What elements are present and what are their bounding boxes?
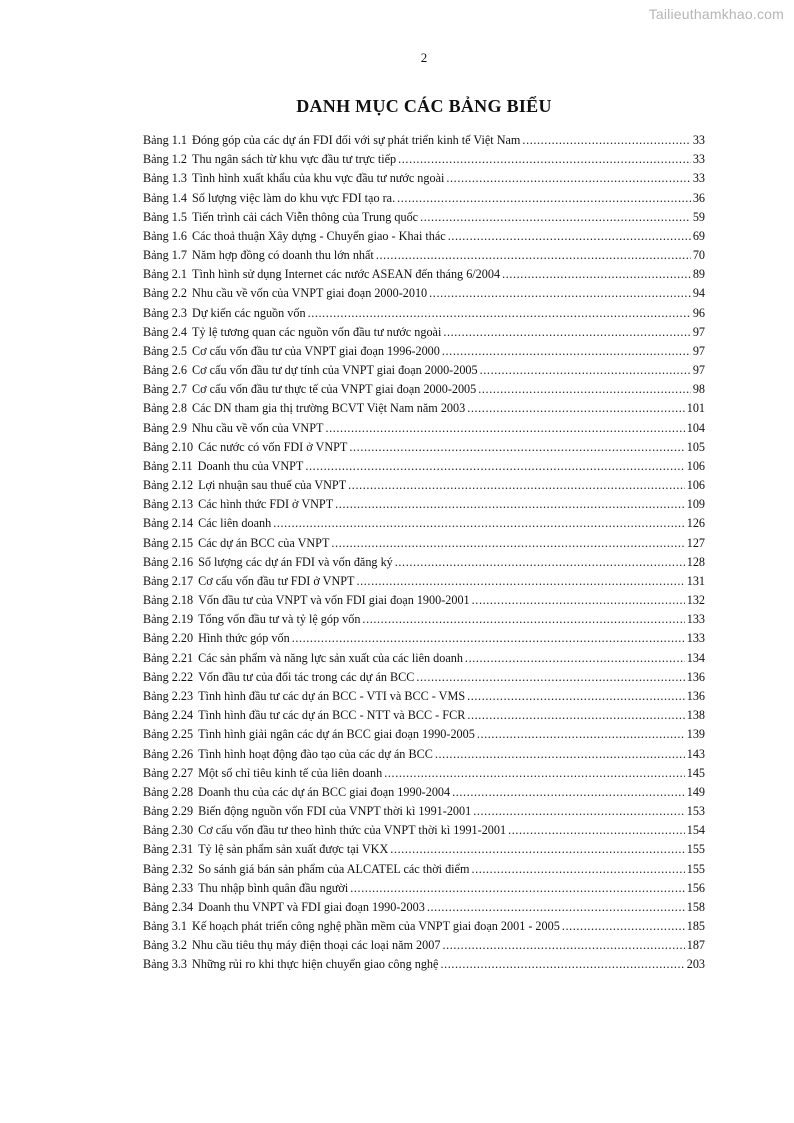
dot-leader (416, 670, 684, 685)
page-number: 2 (420, 50, 428, 65)
toc-entry-page: 155 (686, 861, 705, 876)
toc-entry-title: Các sản phẩm và năng lực sản xuất của các liên doanh (198, 650, 463, 665)
toc-entry-number: Bảng 2.6 (143, 363, 188, 378)
toc-entry-title: Nhu cầu về vốn của VNPT (192, 420, 324, 435)
toc-entry-number: Bảng 2.29 (143, 804, 194, 819)
toc-entry-page: 97 (692, 343, 705, 358)
toc-entry-number: Bảng 1.2 (143, 152, 188, 167)
toc-entry-page: 33 (692, 152, 705, 167)
toc-entry-number: Bảng 2.3 (143, 305, 188, 320)
toc-entry-title: Doanh thu VNPT và FDI giai đoạn 1990-2003 (198, 899, 425, 914)
toc-entry[interactable] (143, 881, 705, 900)
toc-entry[interactable] (143, 210, 705, 229)
toc-entry-page: 97 (692, 363, 705, 378)
toc-entry-number: Bảng 1.3 (143, 171, 188, 186)
toc-entry-page: 136 (686, 688, 705, 703)
toc-entry-title: Tình hình đầu tư các dự án BCC - VTI và BCC - VMS (198, 688, 466, 703)
dot-leader (420, 210, 691, 225)
toc-entry-title: Doanh thu của VNPT (197, 458, 304, 473)
toc-entry-title: Dự kiến các nguồn vốn (192, 305, 306, 320)
toc-entry[interactable] (143, 593, 705, 612)
dot-leader (472, 593, 685, 608)
toc-entry-number: Bảng 2.13 (143, 497, 194, 512)
toc-entry-title: Một số chỉ tiêu kinh tế của liên doanh (198, 765, 383, 780)
toc-entry-number: Bảng 2.32 (143, 861, 194, 876)
toc-entry[interactable] (143, 785, 705, 804)
toc-entry-title: Doanh thu của các dự án BCC giai đoạn 1990-2004 (198, 784, 451, 799)
toc-entry-number: Bảng 2.5 (143, 343, 188, 358)
toc-entry-number: Bảng 3.2 (143, 938, 188, 953)
toc-entry[interactable] (143, 957, 705, 976)
toc-entry-number: Bảng 3.3 (143, 957, 188, 972)
toc-entry[interactable] (143, 842, 705, 861)
toc-entry-number: Bảng 2.16 (143, 554, 194, 569)
dot-leader (452, 785, 685, 800)
toc-entry-page: 136 (686, 669, 705, 684)
toc-entry[interactable] (143, 497, 705, 516)
toc-entry-page: 185 (686, 919, 705, 934)
toc-entry-page: 156 (686, 880, 705, 895)
toc-entry-page: 101 (686, 401, 705, 416)
toc-entry-title: Tiến trình cải cách Viễn thông của Trung quốc (192, 209, 419, 224)
toc-entry[interactable] (143, 727, 705, 746)
toc-entry[interactable] (143, 401, 705, 420)
toc-entry-number: Bảng 2.1 (143, 267, 188, 282)
toc-entry-page: 59 (692, 209, 705, 224)
toc-entry[interactable] (143, 747, 705, 766)
toc-entry-page: 133 (686, 612, 705, 627)
dot-leader (427, 900, 685, 915)
toc-entry[interactable] (143, 382, 705, 401)
toc-entry-title: Đóng góp của các dự án FDI đối với sự phát triển kinh tế Việt Nam (192, 133, 521, 147)
toc-entry-number: Bảng 2.7 (143, 382, 188, 397)
toc-entry-title: Các dự án BCC của VNPT (198, 535, 330, 550)
dot-leader (305, 459, 684, 474)
toc-entry-page: 128 (686, 554, 705, 569)
dot-leader (398, 152, 691, 167)
toc-entry[interactable] (143, 612, 705, 631)
toc-entry-number: Bảng 2.12 (143, 478, 194, 493)
dot-leader (467, 401, 685, 416)
toc-entry-page: 69 (692, 228, 705, 243)
toc-entry[interactable] (143, 344, 705, 363)
toc-entry-title: Tình hình giải ngân các dự án BCC giai đoạn 1990-2005 (198, 727, 475, 742)
toc-entry-page: 203 (686, 957, 705, 972)
toc-entry[interactable] (143, 574, 705, 593)
toc-entry-page: 36 (692, 190, 705, 205)
toc-entry-number: Bảng 2.34 (143, 899, 194, 914)
dot-leader (442, 344, 691, 359)
dot-leader (308, 306, 691, 321)
dot-leader (480, 363, 691, 378)
toc-entry-number: Bảng 2.10 (143, 439, 194, 454)
dot-leader (448, 229, 691, 244)
toc-entry-number: Bảng 2.4 (143, 324, 188, 339)
dot-leader (335, 497, 685, 512)
dot-leader (508, 823, 685, 838)
toc-entry-title: Các DN tham gia thị trường BCVT Việt Nam năm 2003 (192, 401, 466, 416)
toc-entry-number: Bảng 2.22 (143, 669, 194, 684)
toc-entry-number: Bảng 2.26 (143, 746, 194, 761)
dot-leader (446, 171, 690, 186)
toc-entry-title: Tình hình xuất khẩu của khu vực đầu tư nước ngoài (192, 171, 445, 186)
toc-entry-title: Cơ cấu vốn đầu tư theo hình thức của VNPT thời kì 1991-2001 (198, 823, 507, 838)
toc-entry-number: Bảng 2.20 (143, 631, 194, 646)
toc-entry-title: Hình thức góp vốn (198, 631, 290, 646)
toc-entry-page: 134 (686, 650, 705, 665)
dot-leader (325, 421, 684, 436)
toc-entry-number: Bảng 2.24 (143, 708, 194, 723)
toc-entry-title: Cơ cấu vốn đầu tư FDI ở VNPT (198, 573, 355, 588)
dot-leader (473, 804, 685, 819)
dot-leader (471, 862, 684, 877)
toc-entry-number: Bảng 2.27 (143, 765, 194, 780)
toc-entry-number: Bảng 2.17 (143, 573, 194, 588)
toc-entry-title: Tình hình sử dụng Internet các nước ASEAN đến tháng 6/2004 (192, 267, 501, 282)
toc-entry-number: Bảng 2.33 (143, 880, 194, 895)
toc-entry[interactable] (143, 862, 705, 881)
toc-entry-title: Thu nhập bình quân đầu người (198, 880, 349, 895)
toc-entry-page: 187 (686, 938, 705, 953)
toc-entry-page: 145 (686, 765, 705, 780)
dot-leader (349, 440, 684, 455)
toc-entry[interactable] (143, 516, 705, 535)
dot-leader (435, 747, 685, 762)
toc-entry-title: Các nước có vốn FDI ở VNPT (198, 439, 348, 454)
toc-entry[interactable] (143, 804, 705, 823)
toc-entry-title: Thu ngân sách từ khu vực đầu tư trực tiếp (192, 152, 397, 167)
toc-entry-number: Bảng 2.14 (143, 516, 194, 531)
toc-entry[interactable] (143, 766, 705, 785)
toc-entry-title: Cơ cấu vốn đầu tư thực tế của VNPT giai đoạn 2000-2005 (192, 382, 477, 397)
toc-entry[interactable] (143, 286, 705, 305)
dot-leader (502, 267, 691, 282)
toc-entry[interactable] (143, 938, 705, 957)
toc-entry[interactable] (143, 248, 705, 267)
toc-entry-page: 153 (686, 804, 705, 819)
dot-leader (465, 651, 685, 666)
dot-leader (440, 957, 684, 972)
dot-leader (350, 881, 684, 896)
toc-entry-page: 138 (686, 708, 705, 723)
toc-entry[interactable] (143, 363, 705, 382)
toc-entry-title: Tỷ lệ tương quan các nguồn vốn đầu tư nước ngoài (192, 324, 442, 339)
dot-leader (467, 689, 685, 704)
table-of-contents (143, 133, 705, 977)
dot-leader (331, 536, 684, 551)
toc-entry[interactable] (143, 325, 705, 344)
toc-entry-number: Bảng 2.18 (143, 593, 194, 608)
toc-entry-title: Tổng vốn đầu tư và tỷ lệ góp vốn (198, 612, 361, 627)
toc-entry-page: 94 (692, 286, 705, 301)
toc-entry-title: Lợi nhuận sau thuế của VNPT (198, 478, 347, 493)
toc-entry-title: Cơ cấu vốn đầu tư dự tính của VNPT giai đoạn 2000-2005 (192, 363, 478, 378)
toc-entry[interactable] (143, 478, 705, 497)
toc-entry[interactable] (143, 267, 705, 286)
toc-entry-number: Bảng 2.19 (143, 612, 194, 627)
dot-leader (477, 727, 685, 742)
toc-entry-page: 158 (686, 899, 705, 914)
toc-entry-page: 154 (686, 823, 705, 838)
toc-entry-title: Tỷ lệ sản phẩm sản xuất được tại VKX (198, 842, 389, 857)
toc-entry-page: 89 (692, 267, 705, 282)
watermark: Tailieuthamkhao.com (648, 6, 784, 22)
toc-entry-number: Bảng 2.25 (143, 727, 194, 742)
toc-entry-number: Bảng 2.31 (143, 842, 194, 857)
page-title: DANH MỤC CÁC BẢNG BIỂU (296, 96, 552, 116)
toc-entry-page: 132 (686, 593, 705, 608)
toc-entry-number: Bảng 2.2 (143, 286, 188, 301)
dot-leader (395, 555, 685, 570)
toc-entry-page: 133 (686, 631, 705, 646)
toc-entry-page: 127 (686, 535, 705, 550)
toc-entry[interactable] (143, 191, 705, 210)
toc-entry-title: Những rủi ro khi thực hiện chuyển giao công nghệ (192, 957, 439, 972)
toc-entry-page: 97 (692, 324, 705, 339)
toc-entry[interactable] (143, 152, 705, 171)
toc-entry-title: Cơ cấu vốn đầu tư của VNPT giai đoạn 1996-2000 (192, 343, 440, 358)
dot-leader (467, 708, 684, 723)
toc-entry[interactable] (143, 306, 705, 325)
toc-entry[interactable] (143, 900, 705, 919)
toc-entry-number: Bảng 3.1 (143, 919, 188, 934)
toc-entry[interactable] (143, 708, 705, 727)
toc-entry-number: Bảng 1.7 (143, 248, 188, 263)
toc-entry[interactable] (143, 459, 705, 478)
toc-entry-page: 149 (686, 784, 705, 799)
toc-entry-page: 109 (686, 497, 705, 512)
toc-entry[interactable] (143, 171, 705, 190)
toc-entry-page: 139 (686, 727, 705, 742)
toc-entry-page: 106 (686, 458, 705, 473)
toc-entry-title: Tình hình hoạt động đào tạo của các dự án BCC (198, 746, 433, 761)
toc-entry-page: 105 (686, 439, 705, 454)
toc-entry-number: Bảng 2.21 (143, 650, 194, 665)
toc-entry-number: Bảng 2.30 (143, 823, 194, 838)
dot-leader (442, 938, 684, 953)
toc-entry-page: 104 (686, 420, 705, 435)
toc-entry[interactable] (143, 670, 705, 689)
dot-leader (478, 382, 691, 397)
toc-entry-title: Tình hình đầu tư các dự án BCC - NTT và BCC - FCR (198, 708, 466, 723)
toc-entry[interactable] (143, 823, 705, 842)
toc-entry-page: 33 (692, 171, 705, 186)
toc-entry-page: 126 (686, 516, 705, 531)
toc-entry-number: Bảng 2.9 (143, 420, 188, 435)
dot-leader (384, 766, 684, 781)
toc-entry-page: 98 (692, 382, 705, 397)
dot-leader (443, 325, 690, 340)
toc-entry-title: Năm hợp đồng có doanh thu lớn nhất (192, 248, 374, 263)
toc-entry-title: Vốn đầu tư của VNPT và vốn FDI giai đoạn 1900-2001 (198, 593, 470, 608)
dot-leader (522, 133, 690, 148)
toc-entry[interactable] (143, 919, 705, 938)
dot-leader (397, 191, 691, 206)
toc-entry-title: Các hình thức FDI ở VNPT (198, 497, 334, 512)
toc-entry-title: Nhu cầu tiêu thụ máy điện thoại các loại năm 2007 (192, 938, 441, 953)
toc-entry-page: 33 (692, 133, 705, 147)
toc-entry-page: 70 (692, 248, 705, 263)
toc-entry-number: Bảng 2.11 (143, 458, 193, 473)
toc-entry-number: Bảng 1.1 (143, 133, 188, 147)
dot-leader (292, 631, 685, 646)
toc-entry-page: 131 (686, 573, 705, 588)
toc-entry-number: Bảng 2.23 (143, 688, 194, 703)
toc-entry-page: 106 (686, 478, 705, 493)
toc-entry[interactable] (143, 229, 705, 248)
toc-entry-page: 143 (686, 746, 705, 761)
toc-entry[interactable] (143, 631, 705, 650)
toc-entry-number: Bảng 1.5 (143, 209, 188, 224)
toc-entry-page: 155 (686, 842, 705, 857)
toc-entry-title: Nhu cầu về vốn của VNPT giai đoạn 2000-2010 (192, 286, 428, 301)
toc-entry-title: Số lượng việc làm do khu vực FDI tạo ra. (192, 190, 396, 205)
toc-entry-title: Biến động nguồn vốn FDI của VNPT thời kì 1991-2001 (198, 804, 472, 819)
toc-entry-number: Bảng 1.6 (143, 228, 188, 243)
dot-leader (390, 842, 684, 857)
toc-entry-title: Kế hoạch phát triển công nghệ phần mềm của VNPT giai đoạn 2001 - 2005 (192, 919, 560, 934)
dot-leader (429, 286, 691, 301)
toc-entry-page: 96 (692, 305, 705, 320)
dot-leader (348, 478, 685, 493)
dot-leader (273, 516, 685, 531)
toc-entry-number: Bảng 2.8 (143, 401, 188, 416)
toc-entry-title: Vốn đầu tư của đối tác trong các dự án BCC (198, 669, 415, 684)
dot-leader (562, 919, 685, 934)
toc-entry[interactable] (143, 421, 705, 440)
toc-entry[interactable] (143, 555, 705, 574)
toc-entry[interactable] (143, 689, 705, 708)
dot-leader (376, 248, 691, 263)
dot-leader (362, 612, 684, 627)
toc-entry-title: Các thoả thuận Xây dựng - Chuyển giao - Khai thác (192, 228, 446, 243)
toc-entry-number: Bảng 2.15 (143, 535, 194, 550)
toc-entry-number: Bảng 1.4 (143, 190, 188, 205)
toc-entry[interactable] (143, 536, 705, 555)
toc-entry[interactable] (143, 651, 705, 670)
toc-entry-title: So sánh giá bán sản phẩm của ALCATEL các thời điểm (198, 861, 470, 876)
dot-leader (356, 574, 684, 589)
toc-entry[interactable] (143, 440, 705, 459)
toc-entry-title: Số lượng các dự án FDI và vốn đăng ký (198, 554, 393, 569)
toc-entry[interactable] (143, 133, 705, 152)
toc-entry-title: Các liên doanh (198, 516, 272, 531)
toc-entry-number: Bảng 2.28 (143, 784, 194, 799)
